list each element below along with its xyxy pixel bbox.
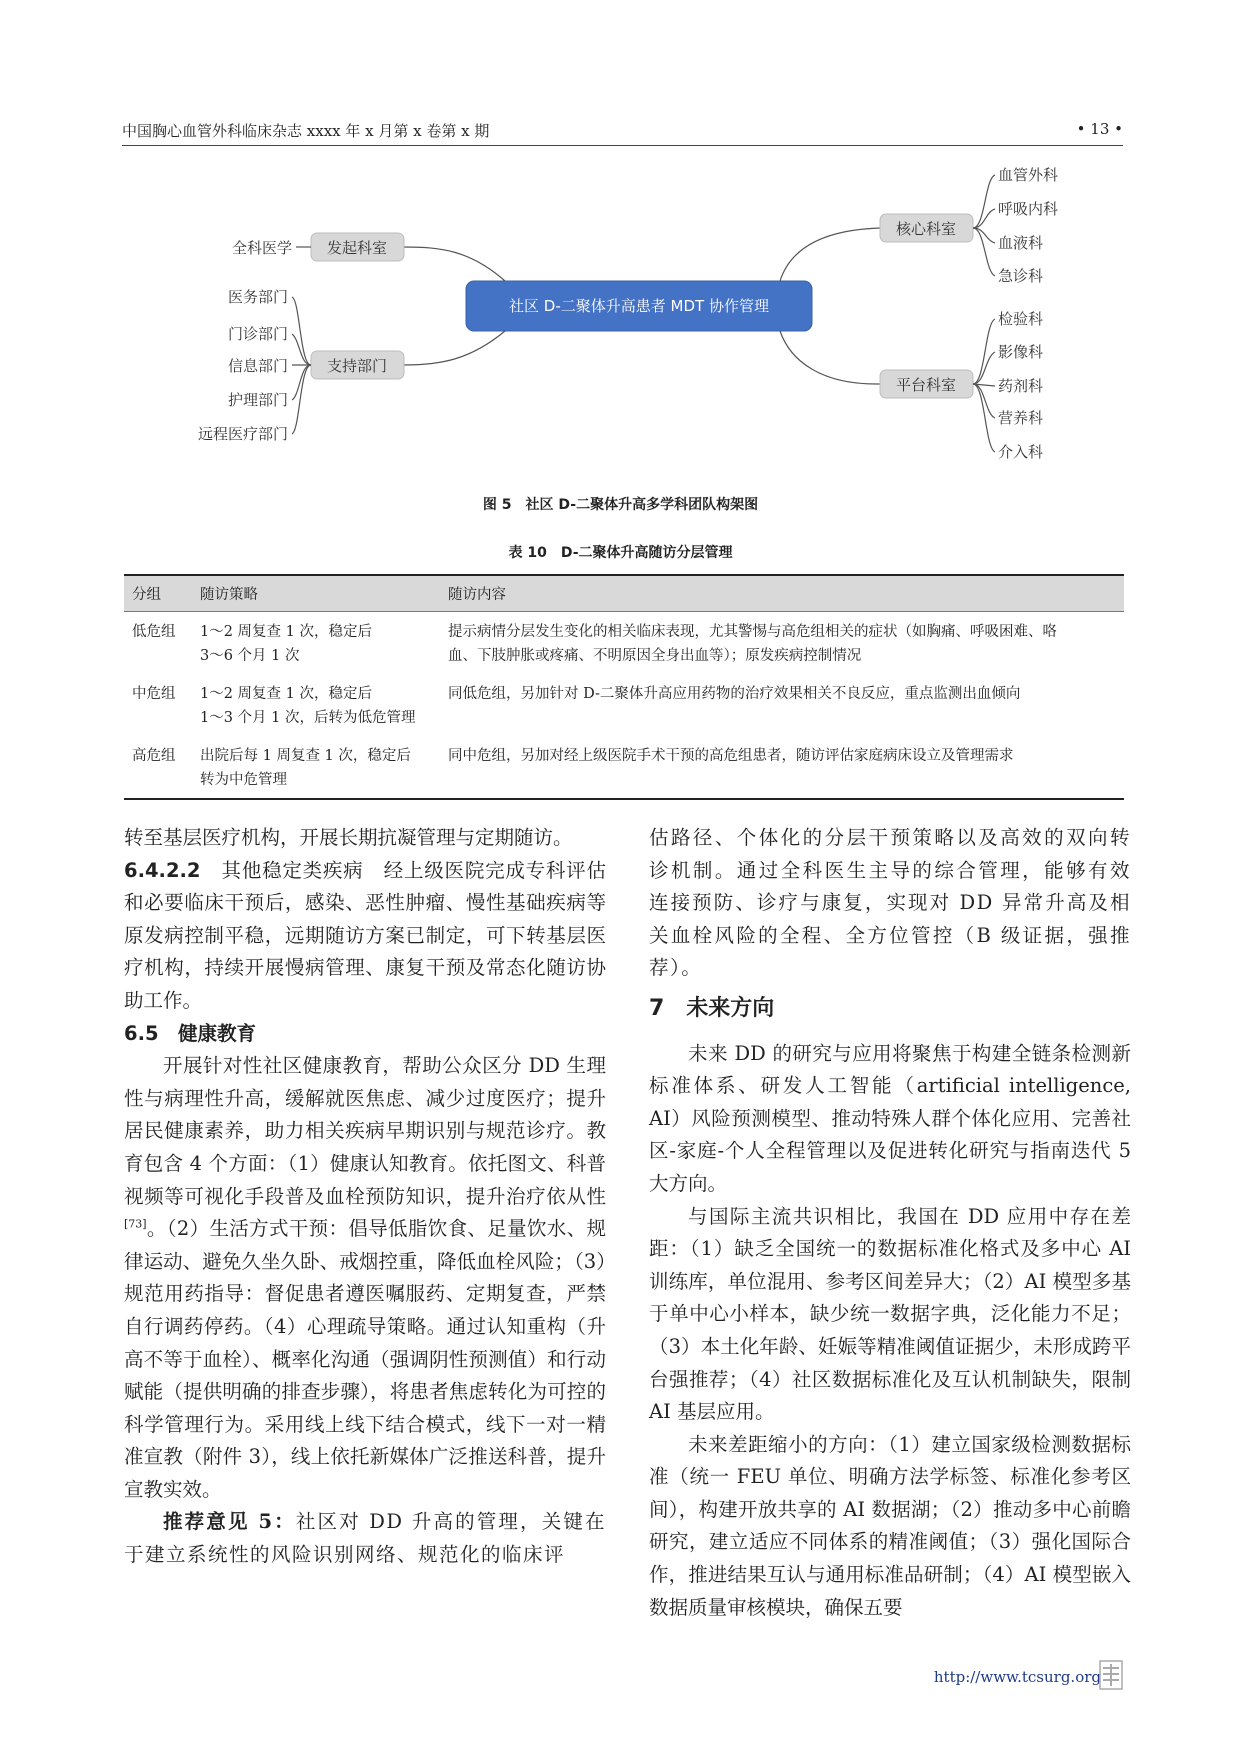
cell-strategy: 1～2 周复查 1 次，稳定后 3～6 个月 1 次	[200, 624, 373, 664]
table-row	[124, 674, 1124, 736]
cell-group: 中危组	[132, 686, 176, 702]
cell-strategy: 1～2 周复查 1 次，稳定后 1～3 个月 1 次，后转为低危管理	[200, 686, 416, 726]
paragraph: 与国际主流共识相比，我国在 DD 应用中存在差距：（1）缺乏全国统一的数据标准化格式及多中心 AI 训练库，单位混用、参考区间差异大；（2）AI 模型多基于单中心小样本，缺少统一数据字典，泛化能力不足；（3）本土化年龄、妊娠等精准阈值证据少，未形成跨平台强推荐；（4）社区数据标准化及互认机制缺失，限制 AI 基层应用。	[649, 1204, 1131, 1424]
right-column	[649, 822, 1131, 1624]
leaf-outpatient: 门诊部门	[227, 325, 288, 343]
table-caption: 表 10 D-二聚体升高随访分层管理	[508, 545, 733, 561]
cell-strategy: 出院后每 1 周复查 1 次，稳定后 转为中危管理	[192, 736, 440, 799]
left-column	[124, 822, 606, 1572]
leaf-vascular-surgery: 血管外科	[998, 166, 1059, 184]
journal-logo-icon	[1099, 1660, 1123, 1690]
mindmap-center-label: 社区 D-二聚体升高患者 MDT 协作管理	[509, 297, 769, 315]
journal-header: 中国胸心血管外科临床杂志 xxxx 年 x 月第 x 卷第 x 期	[122, 122, 490, 140]
leaf-emergency: 急诊科	[998, 267, 1044, 285]
leaf-imaging: 影像科	[998, 343, 1044, 361]
leaf-respiratory: 呼吸内科	[998, 200, 1059, 218]
section-heading: 7 未来方向	[649, 995, 775, 1021]
leaf-interventional: 介入科	[998, 443, 1044, 461]
th-content: 随访内容	[440, 575, 1124, 612]
citation-ref[interactable]: [73]	[124, 1217, 147, 1231]
table-header-row	[124, 575, 1124, 612]
paragraph: 未来 DD 的研究与应用将聚焦于构建全链条检测新标准体系、研发人工智能（artificial intelligence, AI）风险预测模型、推动特殊人群个体化应用、完善社区-家庭-个人全程管理以及促进转化研究与指南迭代 5 大方向。	[649, 1041, 1131, 1195]
leaf-information: 信息部门	[227, 357, 288, 375]
node-support-label: 支持部门	[326, 357, 388, 375]
cell-group: 低危组	[132, 624, 176, 640]
paragraph: 6.4.2.2 其他稳定类疾病 经上级医院完成专科评估和必要临床干预后，感染、恶性肿瘤、慢性基础疾病等原发病控制平稳，远期随访方案已制定，可下转基层医疗机构，持续开展慢病管理、康复干预及常态化随访协助工作。	[124, 858, 606, 1012]
recommendation: 推荐意见 5：社区对 DD 升高的管理，关键在于建立系统性的风险识别网络、规范化的临床评	[124, 1510, 607, 1567]
paragraph: 开展针对性社区健康教育，帮助公众区分 DD 生理性与病理性升高，缓解就医焦虑、减少过度医疗；提升居民健康素养，助力相关疾病早期识别与规范诊疗。教育包含 4 个方面：（1）健康认知教育。依托图文、科普视频等可视化手段普及血栓预防知识，提升治疗依从性[73]。（2）生活方式干预：倡导低脂饮食、足量饮水、规律运动、避免久坐久卧、戒烟控重，降低血栓风险；（3）规范用药指导：督促患者遵医嘱服药、定期复查，严禁自行调药停药。（4）心理疏导策略。通过认知重构（升高不等于血栓）、概率化沟通（强调阴性预测值）和行动赋能（提供明确的排查步骤），将患者焦虑转化为可控的科学管理行为。采用线上线下结合模式，线下一对一精准宣教（附件 3），线上依托新媒体广泛推送科普，提升宣教实效。	[124, 1054, 606, 1501]
leaf-nutrition: 营养科	[998, 409, 1044, 427]
cell-content: 同低危组，另加针对 D-二聚体升高应用药物的治疗效果相关不良反应，重点监测出血倾向	[448, 686, 1021, 702]
node-initiating-label: 发起科室	[326, 239, 388, 257]
table-row	[124, 736, 1124, 799]
page-number: • 13 •	[1076, 120, 1123, 138]
leaf-hematology: 血液科	[998, 234, 1044, 252]
leaf-medical-affairs: 医务部门	[227, 288, 288, 306]
node-platform-label: 平台科室	[895, 376, 957, 394]
journal-url-link[interactable]: http://www.tcsurg.org	[933, 1668, 1101, 1686]
table-row	[124, 612, 1124, 675]
figure-caption: 图 5 社区 D-二聚体升高多学科团队构架图	[482, 497, 759, 513]
followup-table	[124, 574, 1124, 800]
mdt-mindmap	[0, 0, 1241, 480]
cell-content: 同中危组，另加对经上级医院手术干预的高危组患者，随访评估家庭病床设立及管理需求	[440, 736, 1124, 799]
th-group: 分组	[124, 575, 192, 612]
node-core-label: 核心科室	[895, 220, 957, 238]
leaf-nursing: 护理部门	[227, 391, 288, 409]
th-strategy: 随访策略	[192, 575, 440, 612]
leaf-general-medicine: 全科医学	[231, 239, 292, 257]
cell-content: 提示病情分层发生变化的相关临床表现，尤其警惕与高危组相关的症状（如胸痛、呼吸困难、咯 血、下肢肿胀或疼痛、不明原因全身出血等）；原发疾病控制情况	[448, 624, 1057, 664]
section-heading: 6.5 健康教育	[124, 1021, 257, 1045]
leaf-laboratory: 检验科	[998, 310, 1044, 328]
section-number: 6.4.2.2	[124, 858, 201, 882]
leaf-telemedicine: 远程医疗部门	[197, 425, 288, 443]
leaf-pharmacy: 药剂科	[998, 377, 1044, 395]
paragraph: 转至基层医疗机构，开展长期抗凝管理与定期随访。	[124, 826, 573, 849]
paragraph: 未来差距缩小的方向：（1）建立国家级检测数据标准（统一 FEU 单位、明确方法学标签、标准化参考区间），构建开放共享的 AI 数据湖；（2）推动多中心前瞻研究，建立适应不同体系的精准阈值；（3）强化国际合作，推进结果互认与通用标准品研制；（4）AI 模型嵌入数据质量审核模块，确保五要	[649, 1432, 1131, 1619]
section-title: 其他稳定类疾病	[221, 858, 364, 882]
rec-label: 推荐意见 5：	[163, 1510, 296, 1534]
cell-group: 高危组	[124, 736, 192, 799]
recommendation-cont: 估路径、个体化的分层干预策略以及高效的双向转诊机制。通过全科医生主导的综合管理，能够有效连接预防、诊疗与康复，实现对 DD 异常升高及相关血栓风险的全程、全方位管控（B 级证据，强推荐）。	[649, 826, 1131, 980]
